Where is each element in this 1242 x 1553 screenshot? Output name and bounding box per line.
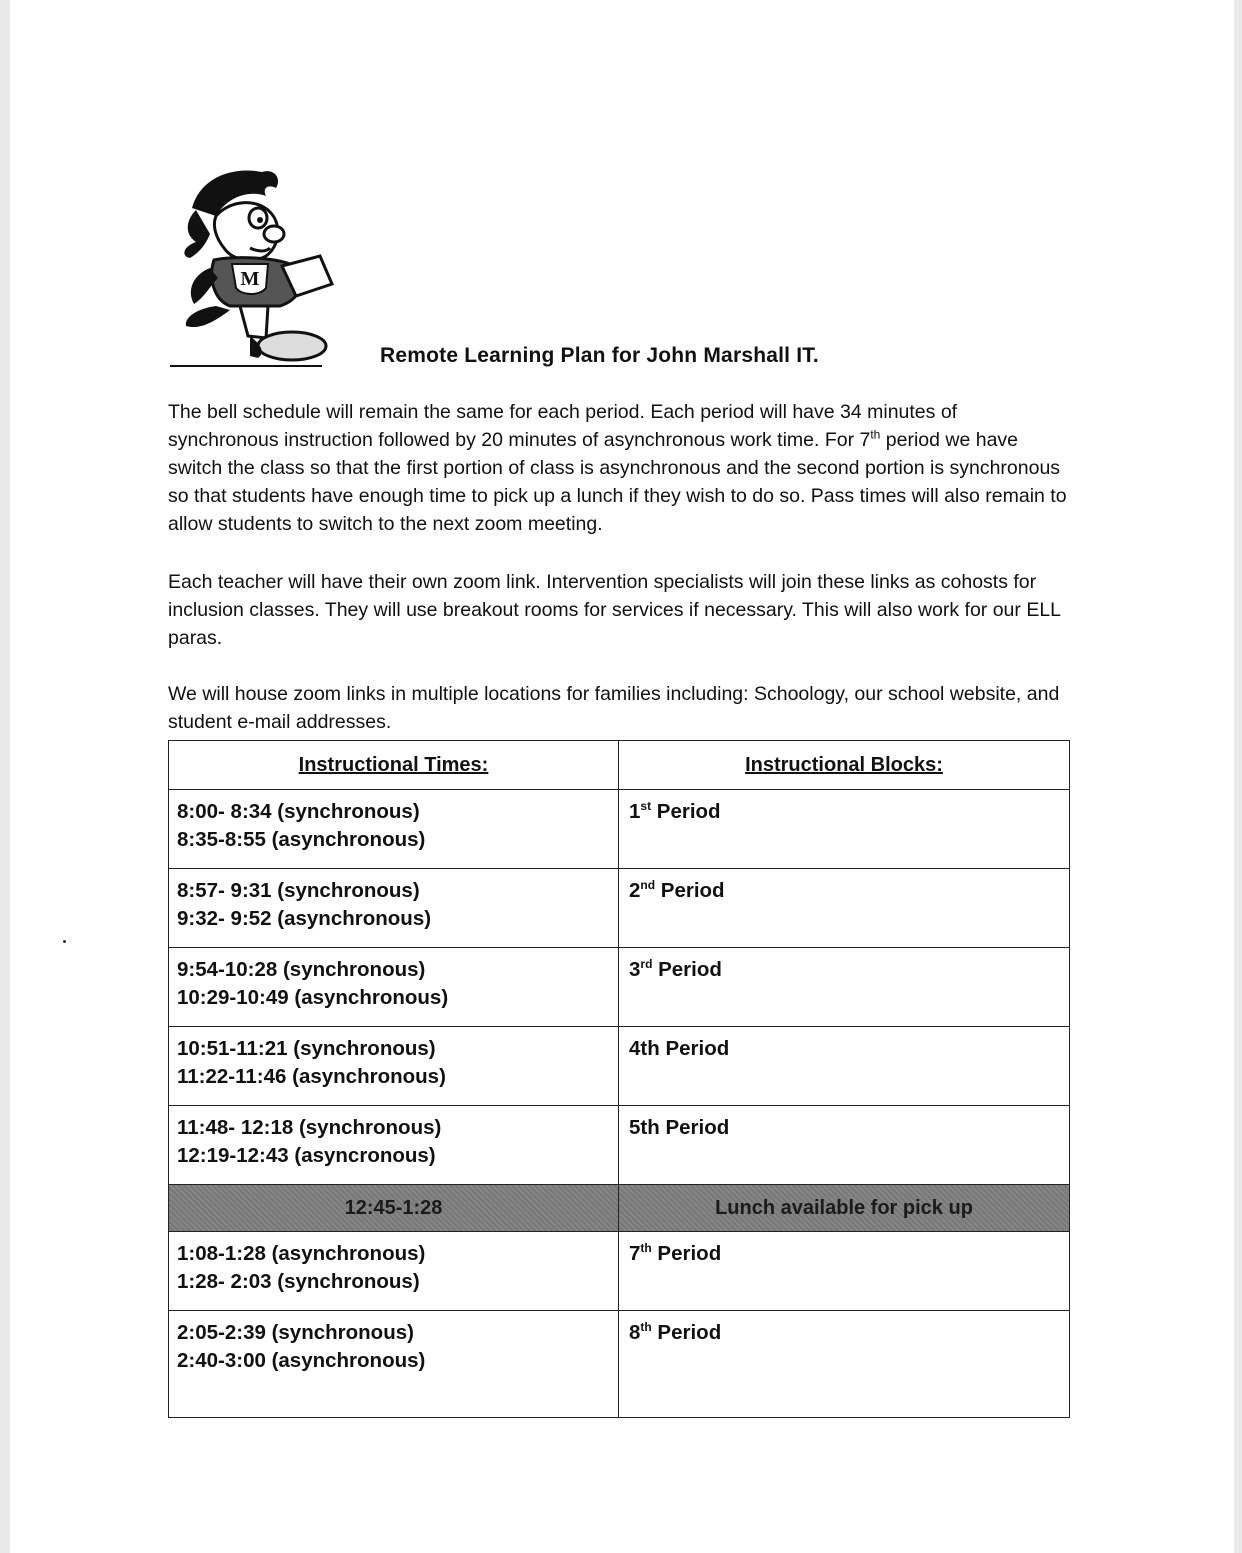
time-line: 8:57- 9:31 (synchronous) <box>177 879 420 902</box>
time-cell <box>169 790 619 869</box>
page-title: Remote Learning Plan for John Marshall IT. <box>380 344 819 367</box>
time-line: 10:29-10:49 (asynchronous) <box>177 986 449 1009</box>
time-line: 11:22-11:46 (asynchronous) <box>177 1065 446 1088</box>
table-row <box>169 790 1070 869</box>
time-line: 12:19-12:43 (asyncronous) <box>177 1144 436 1167</box>
period-cell <box>619 1232 1070 1311</box>
table-row <box>169 948 1070 1027</box>
superscript: nd <box>640 878 656 893</box>
scan-speck <box>63 940 66 943</box>
table-header-row <box>169 741 1070 790</box>
table-row <box>169 1311 1070 1418</box>
table-row <box>169 1232 1070 1311</box>
time-line: 8:00- 8:34 (synchronous) <box>177 800 420 823</box>
time-line: 1:08-1:28 (asynchronous) <box>177 1242 426 1265</box>
time-cell <box>169 1106 619 1185</box>
superscript: rd <box>640 957 653 972</box>
period-number: 1 <box>629 800 641 823</box>
period-number: 5th Period <box>629 1116 730 1139</box>
document-page <box>10 0 1234 1553</box>
superscript: st <box>640 799 652 814</box>
time-line: 2:40-3:00 (asynchronous) <box>177 1349 426 1372</box>
table-row <box>169 1027 1070 1106</box>
time-line: 10:51-11:21 (synchronous) <box>177 1037 436 1060</box>
time-line: 9:32- 9:52 (asynchronous) <box>177 907 432 930</box>
schedule-table <box>168 740 1070 1418</box>
pirate-mascot-icon <box>170 160 346 370</box>
table-row <box>169 869 1070 948</box>
period-label: Period <box>651 800 721 823</box>
period-label: Period <box>651 1242 722 1265</box>
period-cell <box>619 1106 1070 1185</box>
period-number: 7 <box>629 1242 641 1265</box>
period-cell <box>619 869 1070 948</box>
time-cell <box>169 948 619 1027</box>
paragraph-bell-schedule <box>168 398 1068 538</box>
logo-underline <box>170 365 322 367</box>
period-label: Period <box>651 1321 722 1344</box>
paragraph-text: The bell schedule will remain the same for each period. Each period will have 34 minutes of synchronous instruction followed by 20 minutes of asynchronous work time. For 7 <box>168 401 958 451</box>
period-label: Period <box>652 958 722 981</box>
header-instructional-blocks: Instructional Blocks: <box>619 741 1070 790</box>
period-number: 4th Period <box>629 1037 730 1060</box>
superscript: th <box>640 1320 652 1335</box>
time-cell <box>169 869 619 948</box>
header-instructional-times: Instructional Times: <box>169 741 619 790</box>
time-line: 8:35-8:55 (asynchronous) <box>177 828 426 851</box>
period-number: 8 <box>629 1321 641 1344</box>
superscript: th <box>870 427 881 442</box>
period-cell <box>619 1027 1070 1106</box>
lunch-row <box>169 1185 1070 1232</box>
paragraph-link-locations: We will house zoom links in multiple locations for families including: Schoology, our school website, and student e-mail addresses. <box>168 683 1060 733</box>
time-line: 9:54-10:28 (synchronous) <box>177 958 426 981</box>
time-cell <box>169 1311 619 1418</box>
time-line: 11:48- 12:18 (synchronous) <box>177 1116 442 1139</box>
superscript: th <box>640 1241 652 1256</box>
period-cell <box>619 790 1070 869</box>
paragraph-text: period we have switch the class so that the first portion of class is asynchronous and the second portion is synchronous so that students have enough time to pick up a lunch if they wish to do so. Pass times will also remain to allow students to switch to the next zoom meeting. <box>168 429 1067 535</box>
period-cell <box>619 948 1070 1027</box>
period-number: 2 <box>629 879 641 902</box>
time-line: 2:05-2:39 (synchronous) <box>177 1321 414 1344</box>
lunch-time: 12:45-1:28 <box>169 1185 619 1232</box>
svg-text:M: M <box>240 268 260 290</box>
lunch-label: Lunch available for pick up <box>619 1185 1070 1232</box>
table-row <box>169 1106 1070 1185</box>
time-cell <box>169 1232 619 1311</box>
period-cell <box>619 1311 1070 1418</box>
time-cell <box>169 1027 619 1106</box>
paragraph-zoom-links: Each teacher will have their own zoom link. Intervention specialists will join these links as cohosts for inclusion classes. They will use breakout rooms for services if necessary. This will also work for our ELL paras. <box>168 571 1061 649</box>
period-number: 3 <box>629 958 641 981</box>
time-line: 1:28- 2:03 (synchronous) <box>177 1270 420 1293</box>
period-label: Period <box>655 879 725 902</box>
